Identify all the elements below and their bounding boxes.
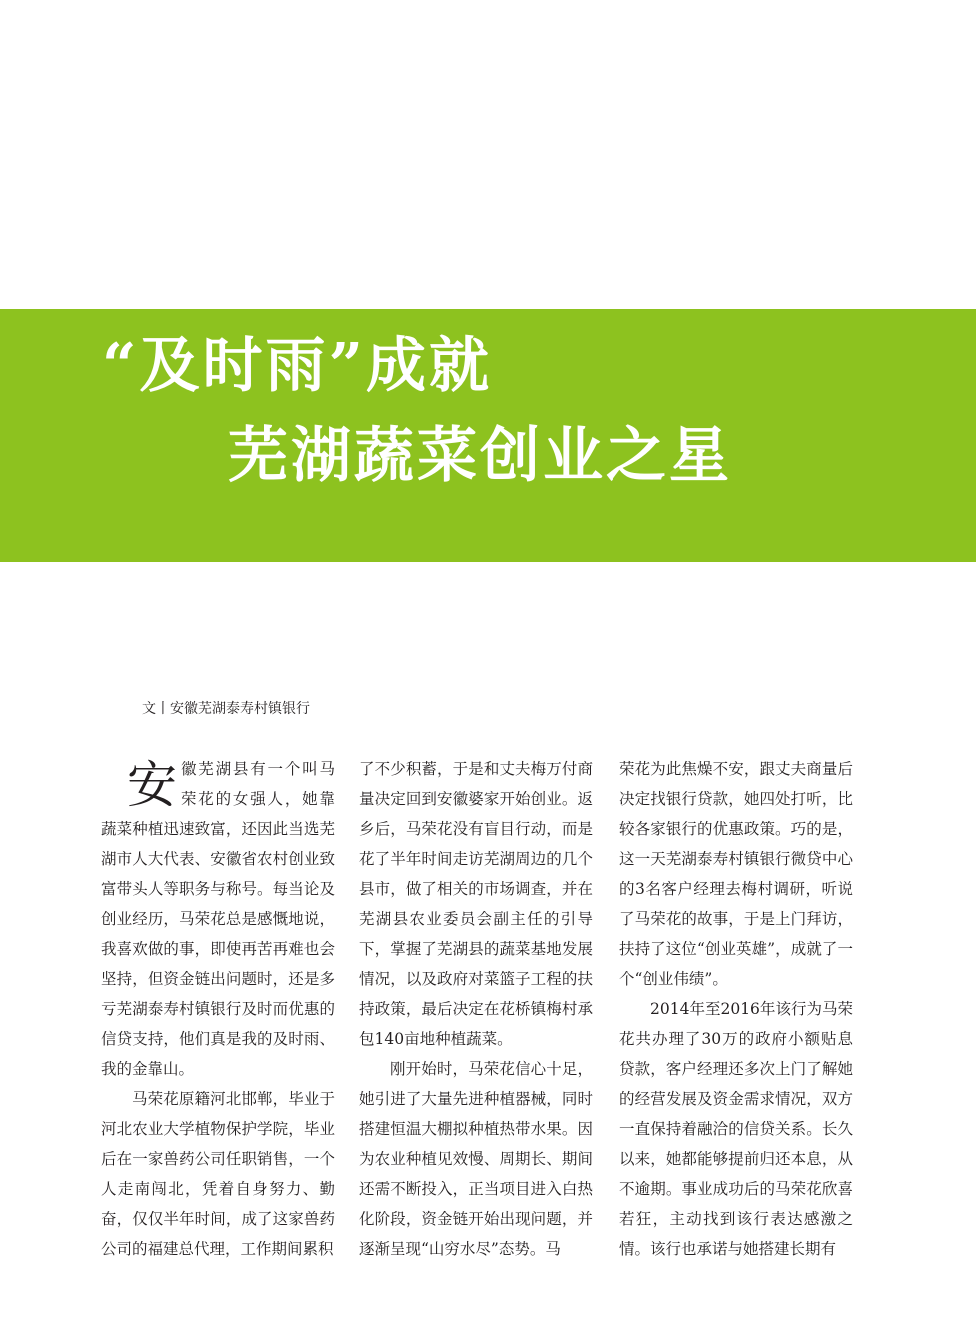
paragraph: 了不少积蓄，于是和丈夫梅万付商量决定回到安徽婆家开始创业。返乡后，马荣花没有盲目行动，而是花了半年时间走访芜湖周边的几个县市，做了相关的市场调查，并在芜湖县农业委员会副主任的引导下，掌握了芜湖县的蔬菜基地发展情况，以及政府对菜篮子工程的扶持政策，最后决定在花桥镇梅村承包140亩地种植蔬菜。 <box>359 760 593 1048</box>
title-line-2: 芜湖蔬菜创业之星 <box>228 421 732 491</box>
article-column-2 <box>359 754 593 1274</box>
article-column-3 <box>619 754 853 1274</box>
paragraph-text: 徽芜湖县有一个叫马荣花的女强人，她靠蔬菜种植迅速致富，还因此当选芜湖市人大代表、安徽省农村创业致富带头人等职务与称号。每当论及创业经历，马荣花总是感慨地说，我喜欢做的事，即使再苦再难也会坚持，但资金链出问题时，还是多亏芜湖泰寿村镇银行及时而优惠的信贷支持，他们真是我的及时雨、我的金靠山。 <box>101 760 335 1078</box>
paragraph: 2014年至2016年该行为马荣花共办理了30万的政府小额贴息贷款，客户经理还多次上门了解她的经营发展及资金需求情况，双方一直保持着融洽的信贷关系。长久以来，她都能够提前归还本息，从不逾期。事业成功后的马荣花欣喜若狂，主动找到该行表达感激之情。该行也承诺与她搭建长期有 <box>619 1000 853 1258</box>
article-column-1 <box>101 754 335 1274</box>
title-line-1: “及时雨”成就 <box>102 331 493 401</box>
paragraph <box>101 754 335 1084</box>
paragraph: 马荣花原籍河北邯郸，毕业于河北农业大学植物保护学院，毕业后在一家兽药公司任职销售，一个人走南闯北，凭着自身努力、勤奋，仅仅半年时间，成了这家兽药公司的福建总代理，工作期间累积 <box>101 1090 335 1258</box>
paragraph: 刚开始时，马荣花信心十足，她引进了大量先进种植器械，同时搭建恒温大棚拟种植热带水果。因为农业种植见效慢、周期长、期间还需不断投入，正当项目进入白热化阶段，资金链开始出现问题，并逐渐呈现“山穷水尽”态势。马 <box>359 1060 593 1258</box>
title-banner <box>0 309 976 562</box>
paragraph: 荣花为此焦燥不安，跟丈夫商量后决定找银行贷款，她四处打听，比较各家银行的优惠政策。巧的是，这一天芜湖泰寿村镇银行微贷中心的3名客户经理去梅村调研，听说了马荣花的故事，于是上门拜访，扶持了这位“创业英雄”，成就了一个“创业伟绩”。 <box>619 760 853 988</box>
byline: 文丨安徽芜湖泰寿村镇银行 <box>142 701 310 717</box>
drop-cap: 安 <box>127 756 177 814</box>
